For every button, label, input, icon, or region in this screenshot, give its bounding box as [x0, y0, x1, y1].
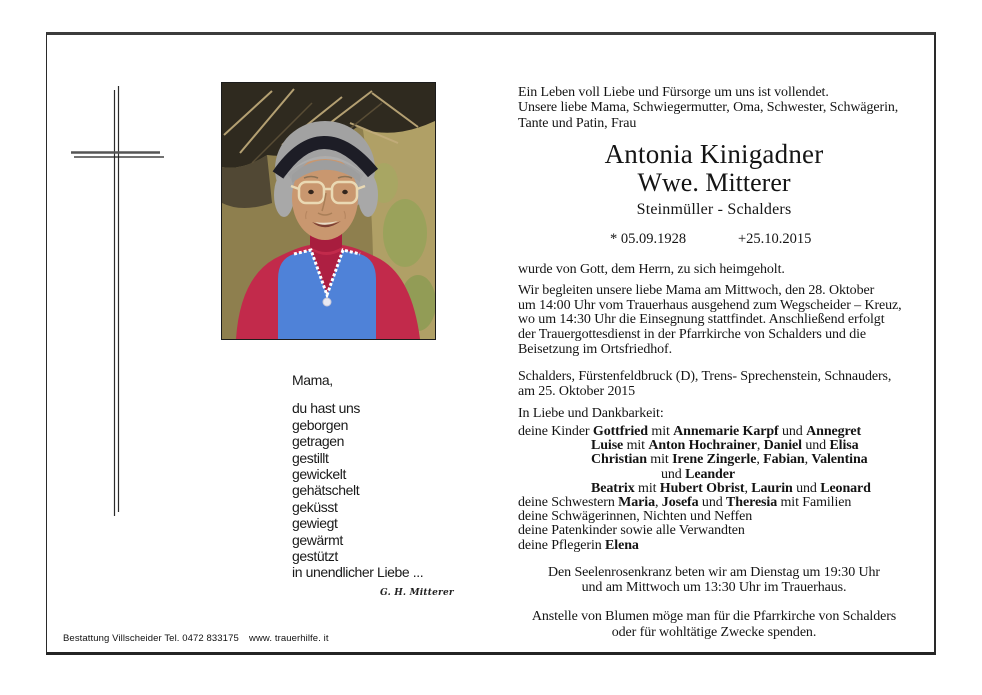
footer-funeral-home: Bestattung Villscheider Tel. 0472 833175 — [63, 633, 239, 644]
gratitude-line: In Liebe und Dankbarkeit: — [518, 406, 664, 421]
intro-text: Ein Leben voll Liebe und Fürsorge um uns ist vollendet. Unsere liebe Mama, Schwiegermutter, Oma, Schwester, Schwägerin, Tante und Patin, Frau — [518, 85, 899, 131]
death-date: +25.10.2015 — [738, 231, 812, 247]
family-line: deine Pflegerin Elena — [518, 537, 639, 553]
flowers-notice: Anstelle von Blumen möge man für die Pfarrkirche von Schalders oder für wohltätige Zwecke spenden. — [531, 609, 897, 640]
poem-title: Mama, — [292, 372, 333, 388]
life-dates — [518, 231, 910, 249]
places-line: Schalders, Fürstenfeldbruck (D), Trens- Sprechenstein, Schnauders, am 25. Oktober 2015 — [518, 369, 892, 399]
family-line: deine Schwägerinnen, Nichten und Neffen — [518, 509, 753, 525]
announcement-column — [518, 35, 910, 658]
memorial-card — [46, 32, 936, 655]
heimgeholt-line: wurde von Gott, dem Herrn, zu sich heimgeholt. — [518, 262, 785, 277]
poem — [292, 372, 492, 581]
family-line: Luise mit Anton Hochrainer, Daniel und Elisa — [591, 438, 859, 454]
funeral-announcement: Wir begleiten unsere liebe Mama am Mittwoch, den 28. Oktober um 14:00 Uhr vom Trauerhaus ausgehend zum Wegscheider – Kreuz, wo um 14:30 Uhr die Einsegnung stattfindet. Anschließend erfolgt der Trauergottesdienst in der Pfarrkirche von Schalders und die Beisetzung im Ortsfriedhof. — [518, 283, 902, 357]
family-line: deine Kinder Gottfried mit Annemarie Karpf und Annegret — [518, 424, 862, 439]
origin-line: Steinmüller - Schalders — [636, 201, 792, 218]
widow-name: Wwe. Mitterer — [637, 168, 791, 197]
cross-icon — [67, 83, 167, 523]
deceased-name: Antonia Kinigadner — [604, 139, 824, 169]
family-list — [518, 425, 910, 553]
poem-lines: du hast uns geborgen getragen gestillt gewickelt gehätschelt geküsst gewiegt gewärmt gestützt in unendlicher Liebe ... — [292, 400, 424, 581]
rosary-notice: Den Seelenrosenkranz beten wir am Dienstag um 19:30 Uhr und am Mittwoch um 13:30 Uhr im Trauerhaus. — [548, 565, 880, 596]
family-line: und Leander — [661, 466, 735, 482]
family-line: deine Patenkinder sowie alle Verwandten — [518, 523, 745, 539]
poem-signature: G. H. Mitterer — [380, 588, 454, 598]
portrait-photo — [221, 82, 436, 340]
footer-website: www. trauerhilfe. it — [249, 633, 329, 644]
family-line: Beatrix mit Hubert Obrist, Laurin und Leonard — [591, 480, 871, 496]
birth-date: * 05.09.1928 — [610, 231, 687, 247]
family-line: Christian mit Irene Zingerle, Fabian, Valentina — [591, 452, 868, 468]
family-line: deine Schwestern Maria, Josefa und Theresia mit Familien — [518, 495, 852, 511]
